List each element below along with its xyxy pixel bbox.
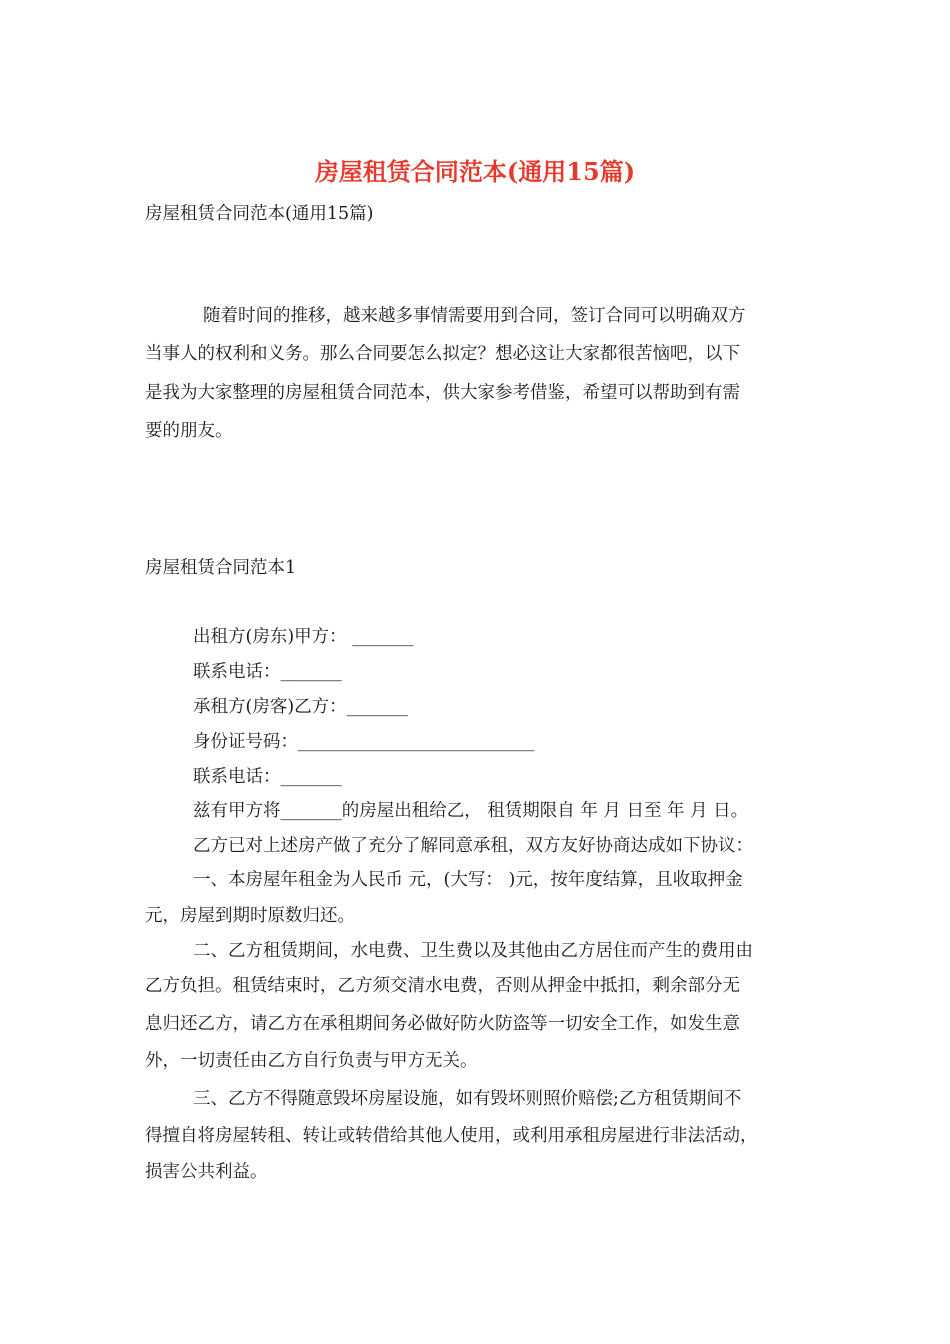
tenant-field: 承租方(房客)乙方：_______ — [193, 697, 408, 717]
clause-3-line: 损害公共利益。 — [145, 1162, 268, 1182]
intro-line: 当事人的权利和义务。那么合同要怎么拟定？想必这让大家都很苦恼吧，以下 — [145, 344, 740, 364]
section-heading: 房屋租赁合同范本1 — [145, 558, 297, 578]
document-title: 房屋租赁合同范本(通用15篇) — [314, 157, 636, 186]
agreement-line: 乙方已对上述房产做了充分了解同意承租，双方友好协商达成如下协议： — [193, 836, 753, 856]
clause-3-line: 得擅自将房屋转租、转让或转借给其他人使用，或利用承租房屋进行非法活动， — [145, 1126, 758, 1146]
intro-line: 随着时间的推移，越来越多事情需要用到合同，签订合同可以明确双方 — [203, 306, 746, 326]
id-number-field: 身份证号码：___________________________ — [193, 732, 535, 752]
landlord-field: 出租方(房东)甲方： _______ — [193, 627, 414, 647]
intro-line: 是我为大家整理的房屋租赁合同范本，供大家参考借鉴，希望可以帮助到有需 — [145, 383, 740, 403]
clause-2-line: 二、乙方租赁期间，水电费、卫生费以及其他由乙方居住而产生的费用由 — [193, 941, 753, 961]
clause-1-line: 元，房屋到期时原数归还。 — [145, 906, 355, 926]
lease-term-line: 兹有甲方将_______的房屋出租给乙， 租赁期限自 年 月 日至 年 月 日。 — [193, 801, 749, 821]
landlord-phone-field: 联系电话：_______ — [193, 662, 342, 682]
intro-line: 要的朋友。 — [145, 421, 233, 441]
tenant-phone-field: 联系电话：_______ — [193, 767, 342, 787]
document-subtitle: 房屋租赁合同范本(通用15篇) — [145, 204, 374, 224]
clause-3-line: 三、乙方不得随意毁坏房屋设施，如有毁坏则照价赔偿;乙方租赁期间不 — [193, 1089, 742, 1109]
clause-2-line: 息归还乙方，请乙方在承租期间务必做好防火防盗等一切安全工作，如发生意 — [145, 1014, 740, 1034]
clause-1-line: 一、本房屋年租金为人民币 元，(大写： )元，按年度结算，且收取押金 — [193, 870, 743, 890]
clause-2-line: 外，一切责任由乙方自行负责与甲方无关。 — [145, 1051, 478, 1071]
clause-2-line: 乙方负担。租赁结束时，乙方须交清水电费，否则从押金中抵扣，剩余部分无 — [145, 976, 740, 996]
